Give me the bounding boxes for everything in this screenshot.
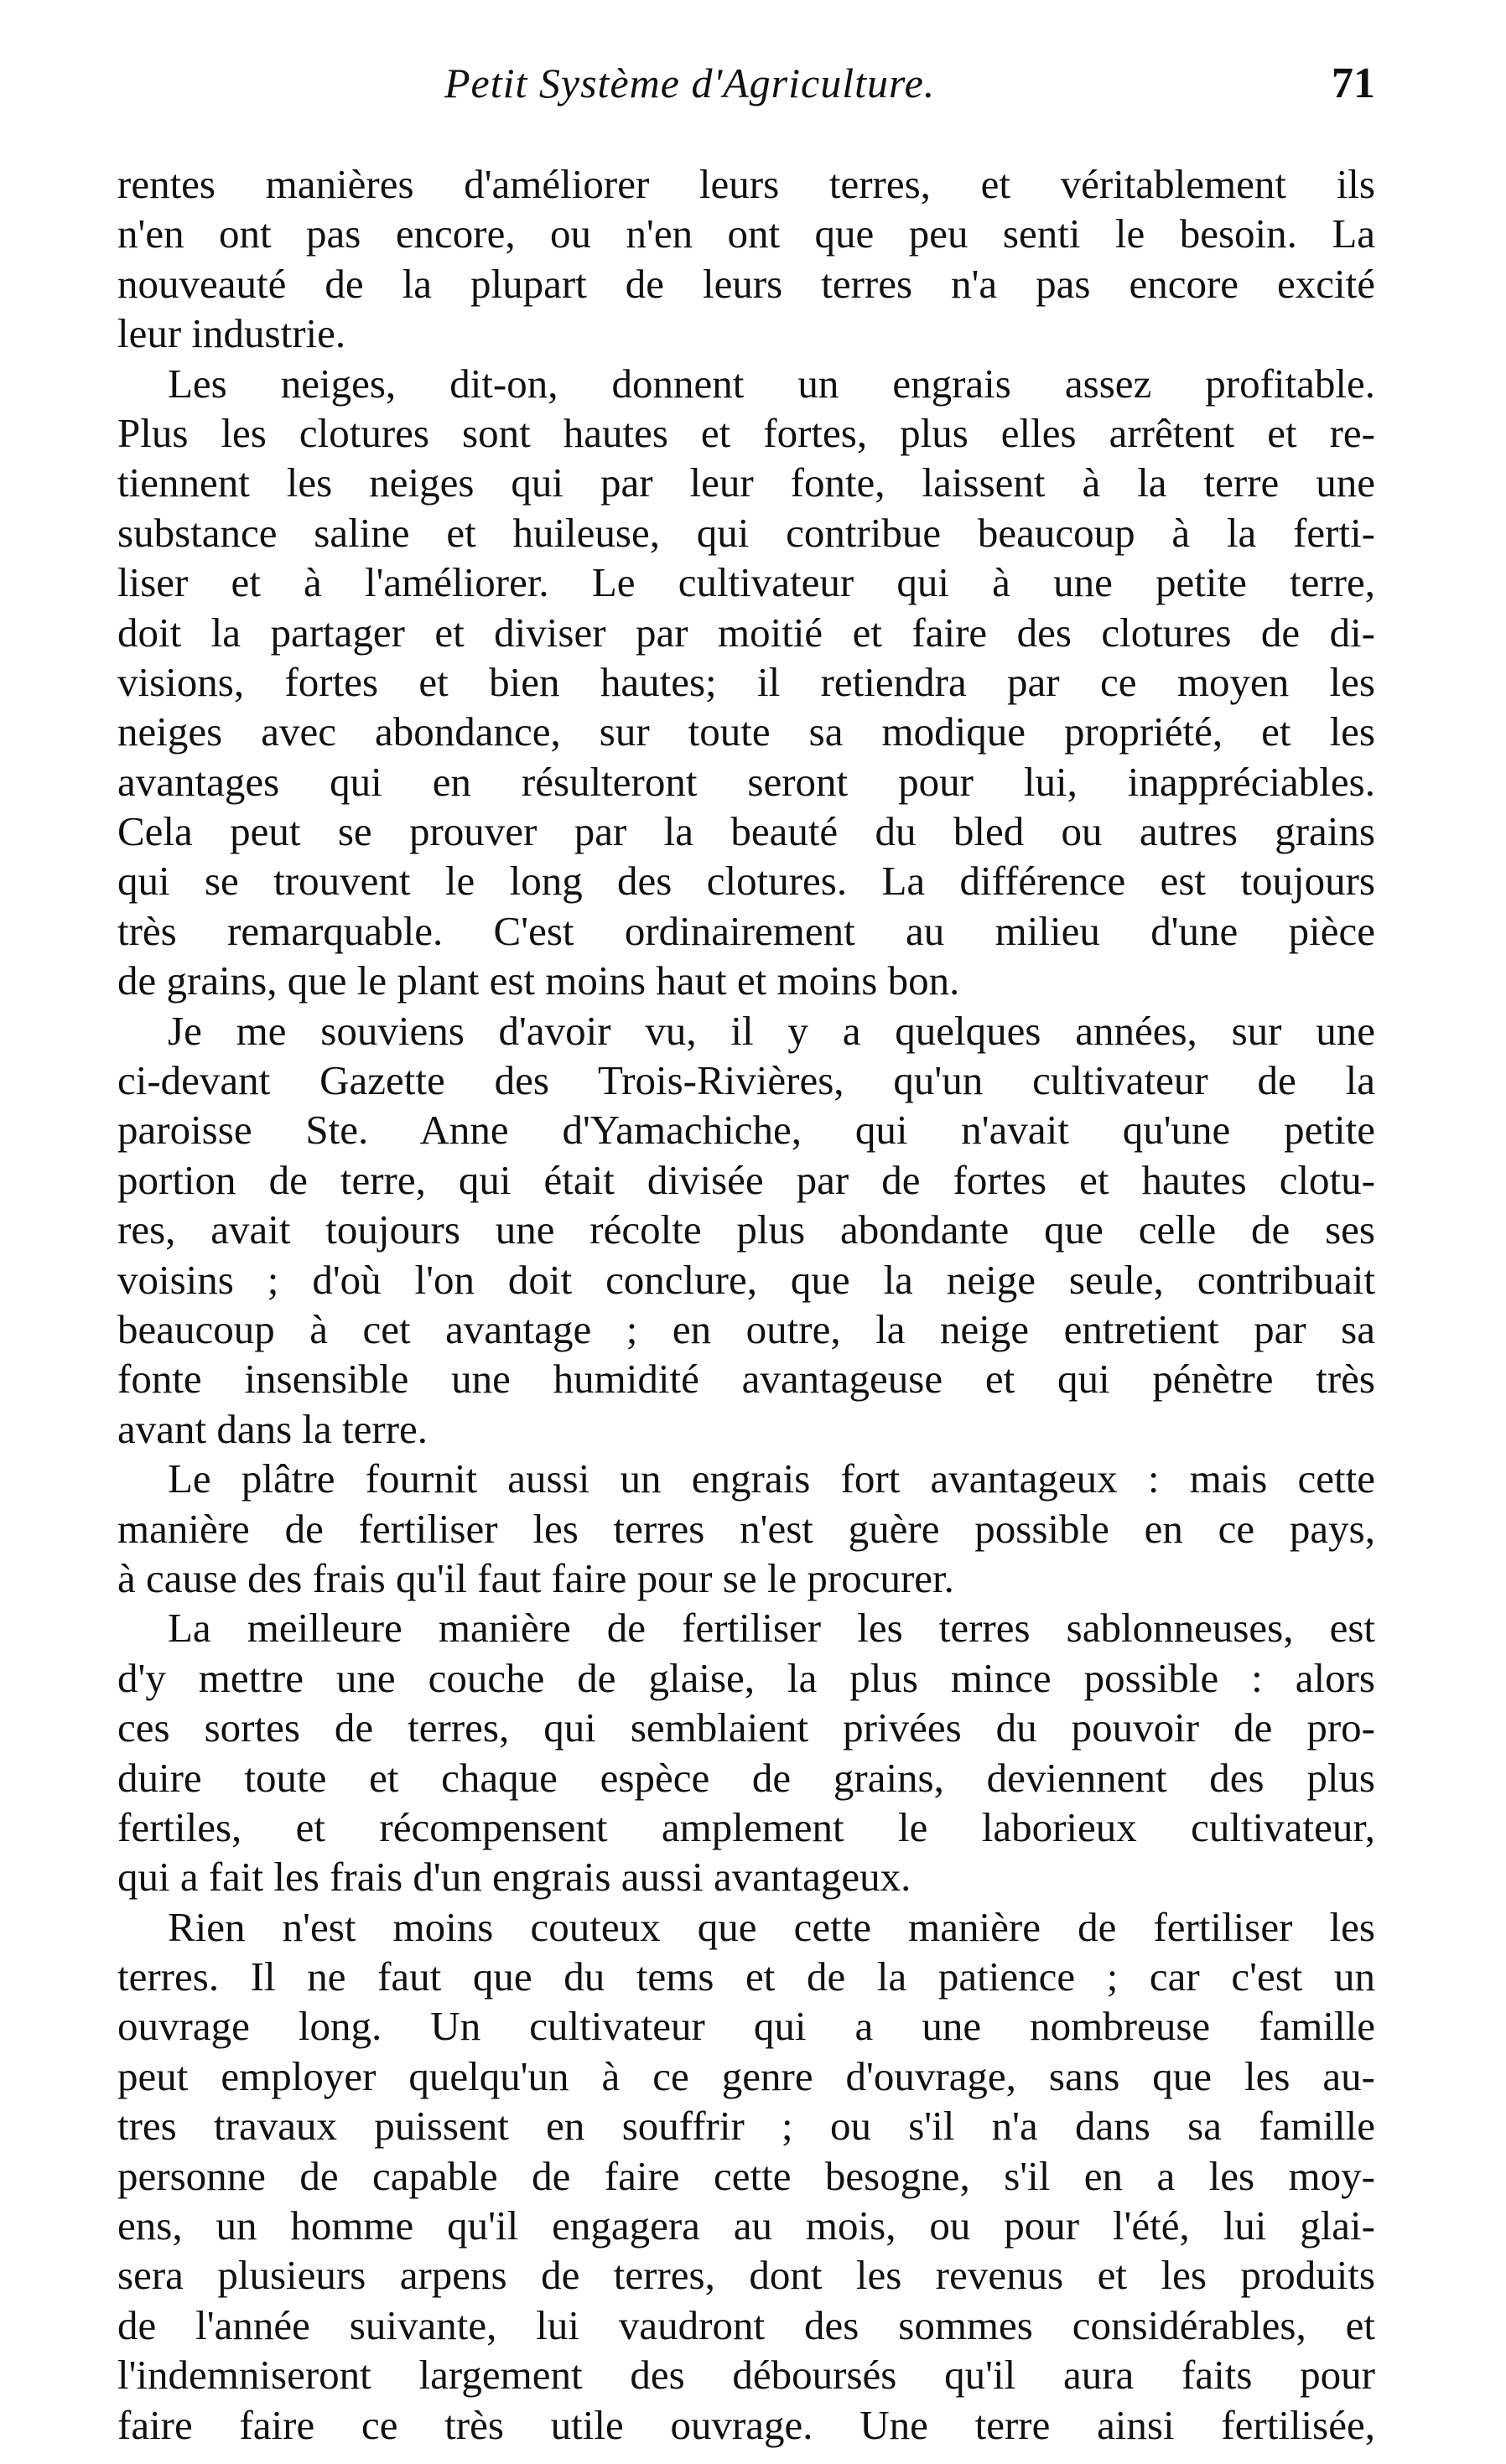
text-line: tiennent les neiges qui par leur fonte, laissent à la terre une <box>117 459 1375 506</box>
text-line: fonte insensible une humidité avantageuse et qui pénètre très <box>117 1356 1375 1403</box>
text-line: personne de capable de faire cette besogne, s'il en a les moy- <box>117 2152 1375 2199</box>
text-line: substance saline et huileuse, qui contribue beaucoup à la ferti- <box>117 509 1375 556</box>
text-line: tres travaux puissent en souffrir ; ou s'il n'a dans sa famille <box>117 2103 1375 2150</box>
text-line: avantages qui en résulteront seront pour lui, inappréciables. <box>117 758 1375 805</box>
text-line: Cela peut se prouver par la beauté du bled ou autres grains <box>117 808 1375 855</box>
text-line: Les neiges, dit-on, donnent un engrais assez profitable. <box>168 360 1375 407</box>
text-line: portion de terre, qui était divisée par de fortes et hautes clotu- <box>117 1156 1375 1203</box>
text-line: qui se trouvent le long des clotures. La différence est toujours <box>117 858 1375 905</box>
body-text <box>117 159 1375 2450</box>
text-line: res, avait toujours une récolte plus abondante que celle de ses <box>117 1206 1375 1253</box>
text-line: terres. Il ne faut que du tems et de la patience ; car c'est un <box>117 1953 1375 2000</box>
text-line: visions, fortes et bien hautes; il retiendra par ce moyen les <box>117 658 1375 705</box>
text-line: d'y mettre une couche de glaise, la plus mince possible : alors <box>117 1654 1375 1701</box>
text-line: ouvrage long. Un cultivateur qui a une nombreuse famille <box>117 2003 1375 2050</box>
page-number: 71 <box>1332 60 1375 107</box>
text-line: beaucoup à cet avantage ; en outre, la neige entretient par sa <box>117 1305 1375 1352</box>
text-line: sera plusieurs arpens de terres, dont les revenus et les produits <box>117 2252 1375 2299</box>
text-line: ci-devant Gazette des Trois-Rivières, qu'un cultivateur de la <box>117 1057 1375 1104</box>
text-line: La meilleure manière de fertiliser les terres sablonneuses, est <box>168 1605 1375 1652</box>
text-line: rentes manières d'améliorer leurs terres, et véritablement ils <box>117 161 1375 207</box>
text-line: doit la partager et diviser par moitié et faire des clotures de di- <box>117 609 1375 656</box>
text-line: avant dans la terre. <box>117 1405 428 1452</box>
text-line: manière de fertiliser les terres n'est guère possible en ce pays, <box>117 1505 1375 1552</box>
text-line: faire faire ce très utile ouvrage. Une terre ainsi fertilisée, <box>117 2401 1375 2448</box>
text-line: ens, un homme qu'il engagera au mois, ou pour l'été, lui glai- <box>117 2202 1375 2249</box>
text-line: fertiles, et récompensent amplement le laborieux cultivateur, <box>117 1803 1375 1850</box>
text-line: l'indemniseront largement des déboursés qu'il aura faits pour <box>117 2352 1375 2399</box>
text-line: leur industrie. <box>117 310 346 357</box>
text-line: nouveauté de la plupart de leurs terres n'a pas encore excité <box>117 260 1375 307</box>
text-line: paroisse Ste. Anne d'Yamachiche, qui n'avait qu'une petite <box>117 1107 1375 1154</box>
text-line: n'en ont pas encore, ou n'en ont que peu senti le besoin. La <box>117 210 1375 257</box>
text-line: peut employer quelqu'un à ce genre d'ouvrage, sans que les au- <box>117 2052 1375 2099</box>
text-line: à cause des frais qu'il faut faire pour se le procurer. <box>117 1554 954 1601</box>
text-line: très remarquable. C'est ordinairement au milieu d'une pièce <box>117 907 1375 954</box>
text-line: liser et à l'améliorer. Le cultivateur qui à une petite terre, <box>117 559 1375 606</box>
text-line: Plus les clotures sont hautes et fortes, plus elles arrêtent et re- <box>117 409 1375 456</box>
text-line: de grains, que le plant est moins haut et moins bon. <box>117 957 960 1004</box>
text-line: de l'année suivante, lui vaudront des sommes considérables, et <box>117 2301 1375 2348</box>
running-head: Petit Système d'Agriculture. <box>444 60 936 106</box>
text-line: voisins ; d'où l'on doit conclure, que la neige seule, contribuait <box>117 1256 1375 1303</box>
text-line: ces sortes de terres, qui semblaient privées du pouvoir de pro- <box>117 1704 1375 1751</box>
text-line: Le plâtre fournit aussi un engrais fort avantageux : mais cette <box>168 1455 1375 1502</box>
text-line: neiges avec abondance, sur toute sa modique propriété, et les <box>117 708 1375 755</box>
text-line: Rien n'est moins couteux que cette manière de fertiliser les <box>168 1903 1375 1950</box>
text-line: duire toute et chaque espèce de grains, deviennent des plus <box>117 1754 1375 1801</box>
text-line: qui a fait les frais d'un engrais aussi avantageux. <box>117 1854 911 1901</box>
text-line: Je me souviens d'avoir vu, il y a quelques années, sur une <box>168 1007 1375 1054</box>
page-header <box>117 59 1375 126</box>
